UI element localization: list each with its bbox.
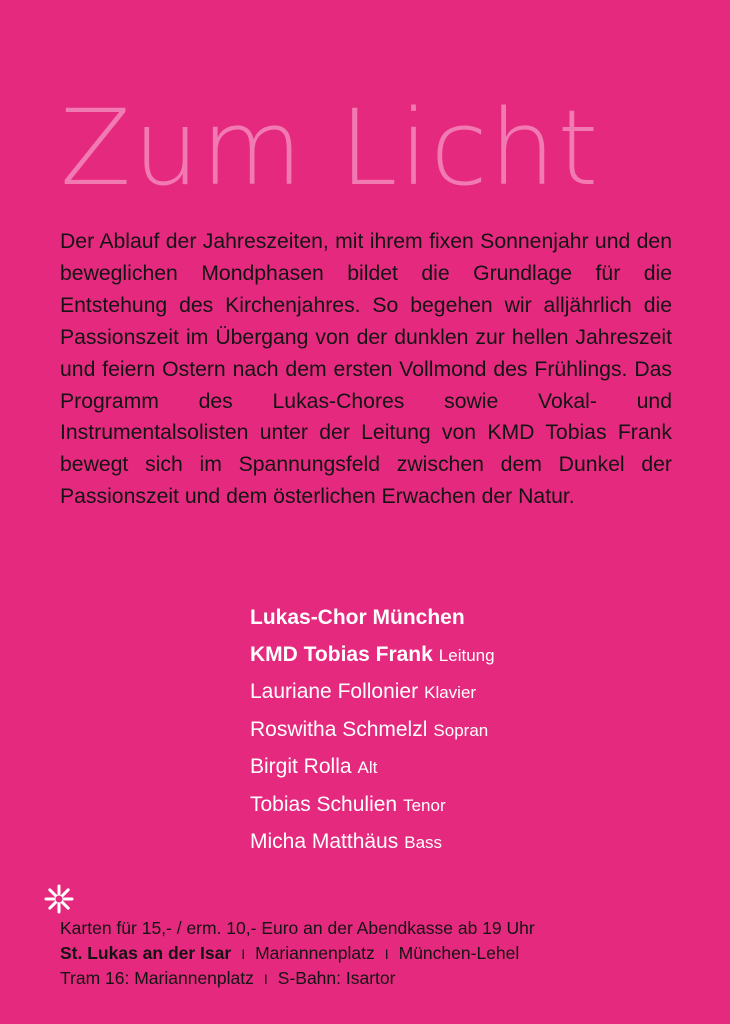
footer-info [60,916,535,992]
credit-piano [250,674,495,712]
footer-venue: St. Lukas an der Isar [60,942,232,963]
credit-bass [250,824,495,862]
credit-role: Leitung [438,645,495,665]
credit-name: Roswitha Schmelzl [250,717,428,741]
separator: I [241,945,246,962]
intro-paragraph: Der Ablauf der Jahreszeiten, mit ihrem fixen Sonnenjahr und den beweglichen Mondphasen bildet die Grundlage für die Entstehung des Kirchenjahres. So begehen wir alljährlich die Passionszeit im Übergang von der dunklen zur hellen Jahreszeit und feiern Ostern nach dem ersten Vollmond des Frühlings. Das Programm des Lukas-Chores sowie Vokal- und Instrumentalsolisten unter der Leitung von KMD Tobias Frank bewegt sich im Spannungsfeld zwischen dem Dunkel der Passionszeit und dem österlichen Erwachen der Natur. [60,230,672,509]
credit-choir [250,600,495,637]
credit-name: Lauriane Follonier [250,680,419,703]
asterisk-star-icon [44,884,74,914]
credit-name: Tobias Schulien [250,792,398,816]
credit-alto [250,749,495,787]
footer-tram: Tram 16: Mariannenplatz [60,968,254,988]
separator: I [384,945,389,962]
credit-soprano [250,712,495,750]
credit-name: Lukas-Chor München [250,606,465,629]
footer-district: München-Lehel [398,942,520,963]
credit-role: Bass [404,833,443,852]
credit-conductor [250,637,495,675]
footer-address: Mariannenplatz [255,942,375,963]
credit-role: Klavier [424,683,477,702]
page-title: Zum Licht [60,87,601,209]
credit-name: KMD Tobias Frank [250,642,433,666]
footer-venue-line [60,941,535,967]
footer-tickets: Karten für 15,- / erm. 10,- Euro an der Abendkasse ab 19 Uhr [60,918,535,938]
footer-transit-line [60,966,535,992]
separator: I [263,971,268,987]
credit-role: Sopran [433,720,489,740]
credit-name: Birgit Rolla [250,755,352,778]
footer-sbahn: S-Bahn: Isartor [277,968,396,988]
credits-list [250,600,495,862]
credit-role: Alt [357,758,378,777]
credit-tenor [250,787,495,825]
credit-name: Micha Matthäus [250,830,399,853]
credit-role: Tenor [403,795,446,815]
